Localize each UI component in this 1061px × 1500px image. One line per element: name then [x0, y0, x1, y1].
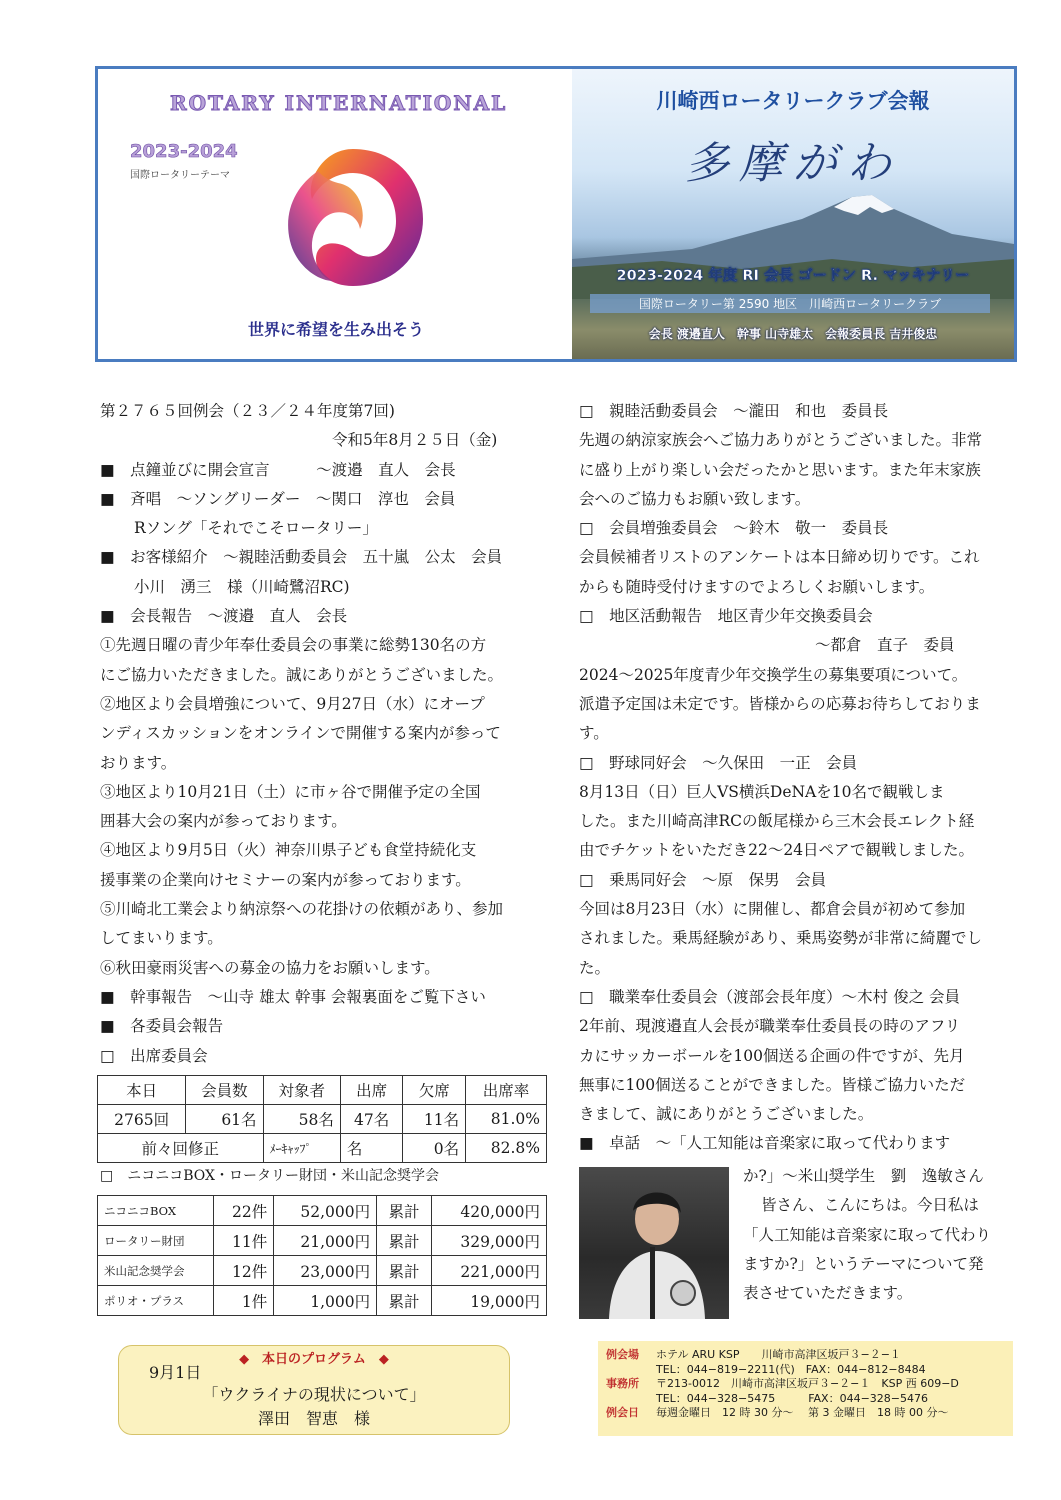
list-item: ■ 卓話 ～「人工知能は音楽家に取って代わります	[579, 1134, 951, 1153]
list-item: □ 職業奉仕委員会（渡部会長年度）～木村 俊之 会員	[579, 987, 961, 1006]
meeting-day-line	[606, 1406, 1013, 1421]
list-item: ③地区より10月21日（土）に市ヶ谷で開催予定の全国	[100, 782, 481, 801]
list-item: か?」～米山奨学生 劉 逸敏さん	[743, 1167, 984, 1185]
rotary-theme-logo	[278, 141, 428, 291]
right-column	[579, 397, 1019, 1159]
office-value: 〒213-0012 川崎市高津区坂戸３−２−１ KSP 西 609−D	[656, 1377, 959, 1391]
list-item: □ 地区活動報告 地区青少年交換委員会	[579, 607, 873, 626]
table-cell: 前々回修正	[98, 1134, 264, 1163]
table-cell: 0名	[403, 1134, 466, 1163]
list-item: □ 親睦活動委員会 ～瀧田 和也 委員長	[579, 402, 889, 420]
list-item: ■ 会長報告 ～渡邉 直人 会長	[100, 607, 348, 626]
list-item: 今回は8月23日（水）に開催し、都倉会員が初めて参加	[579, 900, 966, 919]
program-topic: 「ウクライナの現状について」	[202, 1385, 426, 1404]
list-item: 小川 湧三 様（川崎鷺沼RC)	[134, 577, 350, 596]
table-cell: 21,000円	[274, 1226, 377, 1256]
table-cell: 累計	[377, 1226, 432, 1256]
rotary-theme-panel	[98, 69, 572, 359]
list-item: □ 野球同好会 ～久保田 一正 会員	[579, 753, 858, 772]
table-cell: 2765回	[98, 1105, 186, 1134]
table-header: 欠席	[403, 1076, 466, 1105]
left-column	[100, 397, 545, 1071]
list-item: 先週の納涼家族会へご協力ありがとうございました。非常	[579, 431, 983, 450]
list-item: た。	[579, 958, 611, 977]
todays-program-box	[118, 1345, 510, 1435]
officers-line: 会長 渡邉直人 幹事 山寺雄太 会報委員長 吉井俊忠	[648, 327, 938, 341]
list-item: 「人工知能は音楽家に取って代わり	[743, 1225, 992, 1244]
attendance-table	[97, 1075, 547, 1163]
venue-tel: TEL：044−819−2211(代) FAX：044−812−8484	[656, 1362, 926, 1376]
list-item: ②地区より会員増強について、9月27日（水）にオープ	[100, 694, 485, 713]
rotary-international-title: ROTARY INTERNATIONAL	[170, 91, 508, 115]
theme-year: 2023-2024	[130, 141, 238, 162]
newsletter-header	[95, 66, 1017, 362]
list-item: 表させていただきます。	[743, 1284, 913, 1303]
program-title: ◆ 本日のプログラム ◆	[239, 1352, 389, 1367]
list-item: 皆さん、こんにちは。今日私は	[761, 1196, 979, 1215]
district-line: 国際ロータリー第 2590 地区 川崎西ロータリークラブ	[590, 294, 990, 313]
table-header: 本日	[98, 1076, 186, 1105]
list-item: おります。	[100, 753, 177, 772]
list-item: されました。乗馬経験があり、乗馬姿勢が非常に綺麗でし	[579, 929, 983, 948]
program-speaker: 澤田 智恵 様	[257, 1409, 370, 1428]
donation-table	[97, 1195, 547, 1316]
program-date: 9月1日	[149, 1363, 202, 1382]
office-key: 事務所	[606, 1377, 639, 1391]
table-cell: 11名	[403, 1105, 466, 1134]
list-item: 無事に100個送ることができました。皆様ご協力いただ	[579, 1075, 966, 1094]
list-item: ■ 各委員会報告	[100, 1017, 224, 1036]
table-row	[98, 1134, 547, 1163]
list-item: した。また川崎高津RCの飯尾様から三木会長エレクト経	[579, 812, 975, 831]
list-item: ～都倉 直子 委員	[815, 636, 955, 655]
list-item: 援事業の企業向けセミナーの案内が参っております。	[100, 870, 471, 889]
table-cell: 23,000円	[274, 1256, 377, 1286]
club-info-box	[598, 1341, 1013, 1436]
table-cell: 420,000円	[431, 1196, 546, 1226]
list-item: カにサッカーボールを100個送る企画の件ですが、先月	[579, 1046, 965, 1065]
table-cell: 1,000円	[274, 1286, 377, 1316]
list-item: す。	[579, 724, 609, 743]
meeting-date: 令和5年8月２５日（金)	[332, 431, 498, 450]
table-cell: 221,000円	[431, 1256, 546, 1286]
table-row	[98, 1256, 547, 1286]
table-row	[98, 1226, 547, 1256]
table-cell: 81.0%	[466, 1105, 547, 1134]
table-cell: 名	[340, 1134, 403, 1163]
table-header: 出席	[340, 1076, 403, 1105]
table-header: 出席率	[466, 1076, 547, 1105]
table-row	[98, 1105, 547, 1134]
table-cell: ロータリー財団	[98, 1226, 214, 1256]
list-item: ④地区より9月5日（火）神奈川県子ども食堂持続化支	[100, 841, 477, 860]
list-item: □ 乗馬同好会 ～原 保男 会員	[579, 870, 827, 889]
table-cell: 82.8%	[466, 1134, 547, 1163]
list-item: してまいります。	[100, 929, 223, 948]
list-item: にご協力いただきました。誠にありがとうございました。	[100, 665, 504, 684]
list-item: 派遣予定国は未定です。皆様からの応募お待ちしておりま	[579, 694, 981, 713]
venue-value: ホテル ARU KSP 川崎市高津区坂戸３−２−１	[656, 1348, 901, 1361]
list-item: □ 出席委員会	[100, 1046, 208, 1065]
list-item: に盛り上がり楽しい会だったかと思います。また年末家族	[579, 460, 981, 479]
newsletter-name: 多摩がわ	[685, 138, 901, 189]
list-item: 8月13日（日）巨人VS横浜DeNAを10名で観戦しま	[579, 782, 945, 801]
list-item: からも随時受付けますのでよろしくお願いします。	[579, 577, 935, 596]
table-cell: 61名	[186, 1105, 263, 1134]
list-item: 由でチケットをいただき22～24日ペアで観戦しました。	[579, 841, 975, 860]
table-cell: 米山記念奨学会	[98, 1256, 214, 1286]
table-cell: 累計	[377, 1196, 432, 1226]
list-item: ■ 斉唱 ～ソングリーダー ～関口 淳也 会員	[100, 489, 456, 508]
venue-key: 例会場	[606, 1348, 639, 1361]
list-item: ますか?」というテーマについて発	[743, 1254, 984, 1273]
table-cell: 11件	[214, 1226, 274, 1256]
list-item: 会へのご協力もお願い致します。	[579, 489, 811, 508]
table-cell: 累計	[377, 1256, 432, 1286]
ri-president-line: 2023-2024 年度 RI 会長 ゴードン R. マッキナリー	[616, 268, 970, 284]
venue-line	[606, 1348, 1013, 1363]
office-line	[606, 1377, 1013, 1392]
table-cell: 22件	[214, 1196, 274, 1226]
table-header: 対象者	[263, 1076, 340, 1105]
list-item: ①先週日曜の青少年奉仕委員会の事業に総勢130名の方	[100, 636, 487, 655]
theme-label: 国際ロータリーテーマ	[130, 170, 230, 181]
table-row	[98, 1076, 547, 1105]
table-cell: 329,000円	[431, 1226, 546, 1256]
list-item: 2年前、現渡邉直人会長が職業奉仕委員長の時のアフリ	[579, 1017, 961, 1036]
club-banner	[572, 69, 1014, 359]
table-cell: ポリオ・プラス	[98, 1286, 214, 1316]
meeting-number: 第２７６５回例会（２３／２４年度第7回)	[100, 402, 395, 420]
meeting-day-value: 毎週金曜日 12 時 30 分〜 第 3 金曜日 18 時 00 分〜	[656, 1406, 949, 1420]
table-cell: 52,000円	[274, 1196, 377, 1226]
list-item: ■ 点鐘並びに開会宣言 ～渡邉 直人 会長	[100, 460, 456, 479]
table-cell: ﾒｰｷｬｯﾌﾟ	[263, 1134, 340, 1163]
office-tel: TEL：044−328−5475 FAX：044−328−5476	[656, 1391, 929, 1405]
table-row	[98, 1286, 547, 1316]
list-item: Rソング「それでこそロータリー」	[134, 519, 378, 538]
table-cell: 19,000円	[431, 1286, 546, 1316]
list-item: 2024～2025年度青少年交換学生の募集要項について。	[579, 665, 968, 684]
table-cell: 47名	[340, 1105, 403, 1134]
club-newsletter-title: 川崎西ロータリークラブ会報	[656, 89, 930, 113]
list-item: 囲碁大会の案内が参っております。	[100, 812, 347, 831]
table-row	[98, 1196, 547, 1226]
list-item: ■ お客様紹介 ～親睦活動委員会 五十嵐 公太 会員	[100, 548, 503, 567]
theme-slogan: 世界に希望を生み出そう	[248, 320, 425, 339]
speaker-photo	[579, 1167, 729, 1319]
list-item: 会員候補者リストのアンケートは本日締め切りです。これ	[579, 548, 980, 567]
list-item: ⑥秋田豪雨災害への募金の協力をお願いします。	[100, 958, 440, 977]
list-item: ⑤川崎北工業会より納涼祭への花掛けの依頼があり、参加	[100, 900, 504, 919]
table-cell: 累計	[377, 1286, 432, 1316]
list-item: きまして、誠にありがとうございました。	[579, 1105, 874, 1124]
list-item: □ 会員増強委員会 ～鈴木 敬一 委員長	[579, 519, 889, 538]
list-item: ンディスカッションをオンラインで開催する案内が参って	[100, 724, 501, 743]
table-cell: 1件	[214, 1286, 274, 1316]
meeting-day-key: 例会日	[606, 1406, 639, 1420]
speaker-figure-icon	[579, 1167, 729, 1319]
speech-text	[743, 1162, 991, 1308]
table-cell: 58名	[263, 1105, 340, 1134]
table-header: 会員数	[186, 1076, 263, 1105]
table-cell: 12件	[214, 1256, 274, 1286]
table-cell: ニコニコBOX	[98, 1196, 214, 1226]
list-item: ■ 幹事報告 ～山寺 雄太 幹事 会報裏面をご覧下さい	[100, 987, 486, 1006]
nico-section-title: □ ニコニコBOX・ロータリー財団・米山記念奨学会	[100, 1168, 439, 1184]
